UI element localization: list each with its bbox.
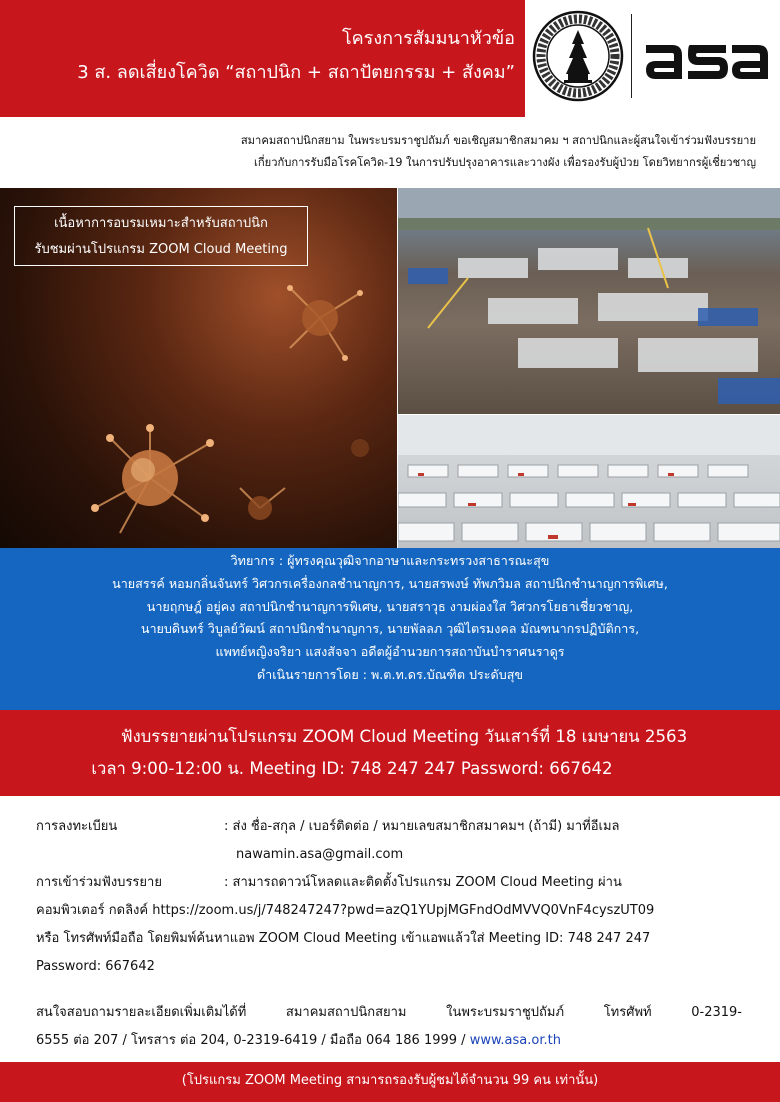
mobile-instructions: หรือ โทรศัพท์มือถือ โดยพิมพ์ค้นหาแอพ ZOOM Cloud Meeting เข้าแอพแล้วใส่ Meeting ID: 748 247 247 xyxy=(36,931,651,946)
zoom-time-credentials: เวลา 9:00-12:00 น. Meeting ID: 748 247 247 Password: 667642 xyxy=(91,759,613,778)
header xyxy=(0,0,780,117)
audience-info-line1: เนื้อหาการอบรมเหมาะสำหรับสถาปนิก xyxy=(54,216,268,231)
logo-divider xyxy=(631,14,632,98)
intro-line2: เกี่ยวกับการรับมือโรคโควิด-19 ในการปรับปรุงอาคารและวางผัง เพื่อรองรับผู้ป่วย โดยวิทยากรผู้เชี่ยวชาญ xyxy=(254,156,756,169)
header-banner xyxy=(0,0,525,117)
registration-email[interactable]: nawamin.asa@gmail.com xyxy=(236,847,404,862)
intro-paragraph xyxy=(30,130,756,174)
intro-line1: สมาคมสถาปนิกสยาม ในพระบรมราชูปถัมภ์ ขอเชิญสมาชิกสมาคม ฯ สถาปนิกและผู้สนใจเข้าร่วมฟังบรรยาย xyxy=(240,134,756,147)
contact-phone-fax: 6555 ต่อ 207 / โทรสาร ต่อ 204, 0-2319-6419 / มือถือ 064 186 1999 / xyxy=(36,1033,466,1048)
moderator-line: ดำเนินรายการโดย : พ.ต.ท.ดร.บัณฑิต ประดับสุข xyxy=(256,666,524,682)
speakers-line: แพทย์หญิงจริยา แสงสัจจา อดีตผู้อำนวยการสถาบันบำราศนราดูร xyxy=(215,644,565,660)
seminar-title xyxy=(77,22,515,90)
contact-section xyxy=(36,999,742,1055)
registration-section xyxy=(36,813,756,981)
zoom-schedule-band xyxy=(0,710,780,796)
speakers-section xyxy=(0,548,780,710)
virus-photo xyxy=(0,188,397,548)
construction-site-photo xyxy=(398,188,780,414)
speakers-line: นายบดินทร์ วิบูลย์วัฒน์ สถาปนิกชำนาญการ, นายพัลลภ วุฒิไตรมงคล มัณฑนากรปฏิบัติการ, xyxy=(140,621,640,637)
speakers-line: นายสรรค์ หอมกลิ่นจันทร์ วิศวกรเครื่องกลชำนาญการ, นายสรพงษ์ ทัพภวิมล สถาปนิกชำนาญการพิเศษ, xyxy=(112,575,668,591)
join-label: การเข้าร่วมฟังบรรยาย xyxy=(36,875,162,890)
hospital-ward-photo xyxy=(398,415,780,548)
seminar-title-line1: โครงการสัมมนาหัวข้อ xyxy=(341,28,515,49)
audience-info-line2: รับชมผ่านโปรแกรม ZOOM Cloud Meeting xyxy=(34,242,288,257)
meeting-password: Password: 667642 xyxy=(36,959,155,974)
asa-wordmark-logo xyxy=(642,35,772,81)
speakers-heading: วิทยากร : ผู้ทรงคุณวุฒิจากอาษาและกระทรวงสาธารณะสุข xyxy=(230,553,550,568)
speakers-line: นายฤกษฎ์ อยู่คง สถาปนิกชำนาญการพิเศษ, นายสราวุธ งามผ่องใส วิศวกรโยธาเชี่ยวชาญ, xyxy=(146,598,634,614)
seminar-title-line2: 3 ส. ลดเสี่ยงโควิด “สถาปนิก + สถาปัตยกรรม + สังคม” xyxy=(77,62,515,83)
website-link[interactable]: www.asa.or.th xyxy=(469,1033,561,1048)
registration-label: การลงทะเบียน xyxy=(36,819,118,834)
photo-collage xyxy=(0,188,780,548)
asa-seal-logo xyxy=(532,10,624,102)
contact-line1: สนใจสอบถามรายละเอียดเพิ่มเติมได้ที่ สมาคมสถาปนิกสยาม ในพระบรมราชูปถัมภ์ โทรศัพท์ 0-2319- xyxy=(36,1005,742,1020)
capacity-footer: (โปรแกรม ZOOM Meeting สามารถรองรับผู้ชมได้จำนวน 99 คน เท่านั้น) xyxy=(0,1062,780,1102)
registration-instructions: : ส่ง ชื่อ-สกุล / เบอร์ติดต่อ / หมายเลขสมาชิกสมาคมฯ (ถ้ามี) มาที่อีเมล xyxy=(224,819,620,834)
zoom-link[interactable]: คอมพิวเตอร์ กดลิงค์ https://zoom.us/j/748247247?pwd=azQ1YUpjMGFndOdMVVQ0VnF4cyszUT09 xyxy=(36,903,655,918)
contact-line2 xyxy=(36,1027,742,1055)
audience-info-box xyxy=(14,206,308,266)
zoom-date-line: ฟังบรรยายผ่านโปรแกรม ZOOM Cloud Meeting วันเสาร์ที่ 18 เมษายน 2563 xyxy=(120,727,688,746)
join-instructions: : สามารถดาวน์โหลดและติดตั้งโปรแกรม ZOOM Cloud Meeting ผ่าน xyxy=(224,875,622,890)
